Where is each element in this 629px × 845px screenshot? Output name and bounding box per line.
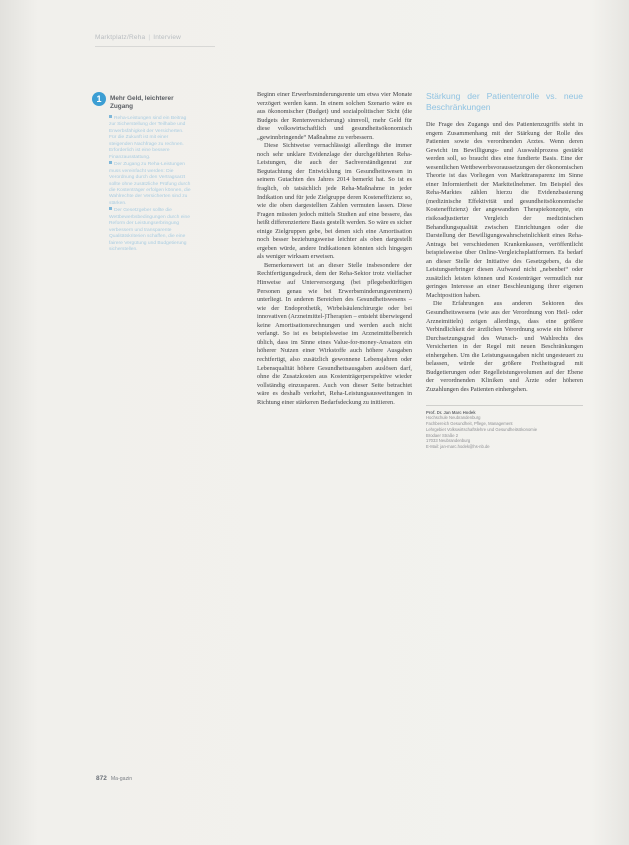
paragraph: Die Frage des Zugangs und des Patientenzugriffs steht in engem Zusammenhang mit der Stärkung der Rolle des Patienten sowie des verordnenden Arztes. Wenn deren Gewicht im Bewilligungs- und Auswahlprozess gestärkt werden soll, so braucht dies eine fundierte Basis. Eine der wesentlichen Wettbewerbsvoraussetzungen der ökonomischen Theorie ist das Vorliegen von Markttransparenz im Sinne einer Informiertheit der Marktteilnehmer. Im Beispiel des Reha-Marktes zählen hierzu die Evidenzbasierung (medizinische Effektivität und gesundheitsökonomische Kosteneffizienz) der angewandten Therapiekonzepte, ein risikoadjustierter Vergleich der medizinischen Behandlungsqualität zwischen Einrichtungen oder die Darstellung der Bewilligungswahrscheinlichkeit eines Reha-Antrags bei verschiedenen Krankenkassen, veröffentlicht beispielsweise über Online-Vergleichsplattformen. Es bedarf an dieser Stelle der Initiative des Gesetzgebers, da die Leistungserbringer diesen Aufwand nicht „nebenbei“ oder zusätzlich leisten können und Kostenträger vermutlich nur geringes Interesse an einer Beschleunigung ihrer eigenen Machtposition haben. [426, 121, 583, 299]
bullet-square-icon [109, 207, 112, 210]
author-email: E-Mail: jan-marc.hodek@hs-nb.de [426, 444, 490, 450]
sidebar-item: Der Gesetzgeber sollte die Wettbewerbsbedingungen durch eine Reform der Leistungserbringung verbessern und transparente Qualitätskriterien schaffen, die eine fairere Vergütung und Budgetierung sicherstellen. [109, 208, 190, 253]
page-footer [96, 775, 132, 782]
header-rule [95, 46, 215, 47]
author-line: Fachbereich Gesundheit, Pflege, Management [426, 421, 513, 427]
author-name: Prof. Dr. Jan Marc Hodek [426, 409, 476, 415]
paragraph: Beginn einer Erwerbsminderungsrente um etwa vier Monate verzögert werden kann. In einem solchen Szenario wäre es aus ökonomischer (Budget) und sozialpolitischer Sicht (die Budgets der Rentenversicherung) sinnvoll, mehr Geld für diese volkswirtschaftlich und gesundheitsökonomisch „gewinnbringende“ Maßnahme zu verbessern. [257, 91, 412, 141]
author-line: Lehrgebiet Volkswirtschaftslehre und Gesundheitsökonomie [426, 426, 538, 432]
running-head [95, 34, 181, 41]
sidebar-title: Mehr Geld, leichterer Zugang [110, 95, 174, 110]
sidebar-item: Reha-Leistungen sind ein Beitrag zur Sicherstellung der Teilhabe und Erwerbsfähigkeit der Versicherten. Für die Zukunft ist mit einer steigenden Nachfrage zu rechnen. Erforderlich ist eine bessere Finanzausstattung. [109, 116, 187, 160]
author-line: Hochschule Neubrandenburg [426, 415, 481, 421]
article-column-middle [257, 91, 412, 407]
article-column-right [426, 91, 583, 450]
bullet-square-icon [109, 115, 112, 118]
sidebar-number-badge: 1 [92, 92, 106, 106]
paragraph: Bemerkenswert ist an dieser Stelle insbesondere der Rechtfertigungsdruck, dem der Reha-Sektor trotz vielfacher Hinweise auf Unterversorgung (bei pflegebedürftigen Personen genau wie bei Erwerbsminderungsrentnern) unterliegt. In anderen Bereichen des Gesundheitswesens – wie der Endoprothetik, Wirbelsäulenchirurgie oder bei innovativen (Arzneimittel-)Therapien – entsteht überwiegend keine Amortisationsrechnungen und werden auch nicht verlangt. So ist es beispielsweise im Arzneimittelbereich üblich, dass im Sinne eines Value-for-money-Ansatzes ein höherer Nutzen einer Wirkstoffe auch höhere Ausgaben rechtfertigt, also zusätzlich gewonnene Lebensjahren oder Lebensqualität höhere Gesundheitsausgaben auslösen darf, ohne die Zusatzkosten aus Kostenträgerperspektive wieder vollständig einzusparen. Auch von dieser Seite betrachtet wäre es deshalb verkehrt, Reha-Leistungsausweitungen in Richtung einer stärkeren Bedarfsdeckung zu initiieren. [257, 261, 412, 406]
page-number: 872 [96, 775, 107, 782]
author-line: Brodaer Straße 2 [426, 432, 459, 438]
paragraph: Diese Sichtweise vernachlässigt allerdings die immer noch sehr unklare Evidenzlage der durchgeführten Reha-Leistungen, die auch der Sachverständigenrat zur Begutachtung der Entwicklung im Gesundheitswesen in seinem Gutachten des Jahres 2014 bemerkt hat. So ist es fraglich, ob tatsächlich jede Reha-Maßnahme in jeder Indikation und für jede Zielgruppe deren Kosteneffizienz so, wie die oben dargestellten Zahlen vermuten lassen. Diese Fragen müssten jedoch mittels Studien auf eine bessere, das heißt differenziertere Basis gestellt werden. So wäre es sicher einige Zielgruppen gebe, bei denen sich eine Amortisation noch besser beziehungsweise leichter als oben dargestellt ergeben würde, andere Indikationen könnten sich hingegen als weniger wirksam erweisen. [257, 142, 412, 261]
running-head-subsection: Interview [153, 34, 182, 41]
paragraph: Die Erfahrungen aus anderen Sektoren des Gesundheitswesens (wie aus der Verordnung von Heil- oder Arzneimitteln) zeigen allerdings, dass eine größere Verbindlichkeit der ärztlichen Verordnung sowie ein höherer Durchsetzungsgrad des Wunsch- und Wahlrechts des Versicherten in der Regel mit neuen Beschränkungen einhergehen. Um die Leistungsausgaben nicht ungesteuert zu belassen, würde der größere Freiheitsgrad mit Budgetierungen oder Regelleistungsvolumen auf der Ebene der verordnenden Kliniken und Ärzte oder höheren Zuzahlungen des Patienten einhergehen. [426, 300, 583, 393]
sidebar-body [109, 115, 191, 254]
magazine-name: Ma-gazin [110, 776, 133, 782]
bullet-square-icon [109, 161, 112, 164]
author-line: 17033 Neubrandenburg [426, 438, 471, 444]
author-info [426, 405, 583, 451]
running-head-separator: | [148, 34, 151, 41]
running-head-section: Marktplatz/Reha [95, 34, 146, 41]
sidebar-item: Der Zugang zu Reha-Leistungen muss vereinfacht werden: Die Verordnung durch den Vertragsarzt sollte ohne zusätzliche Prüfung durch die Kostenträger erfolgen können, die Wahlrechte der Versicherten sind zu stärken. [109, 162, 191, 206]
section-heading: Stärkung der Patientenrolle vs. neue Beschränkungen [426, 91, 583, 112]
